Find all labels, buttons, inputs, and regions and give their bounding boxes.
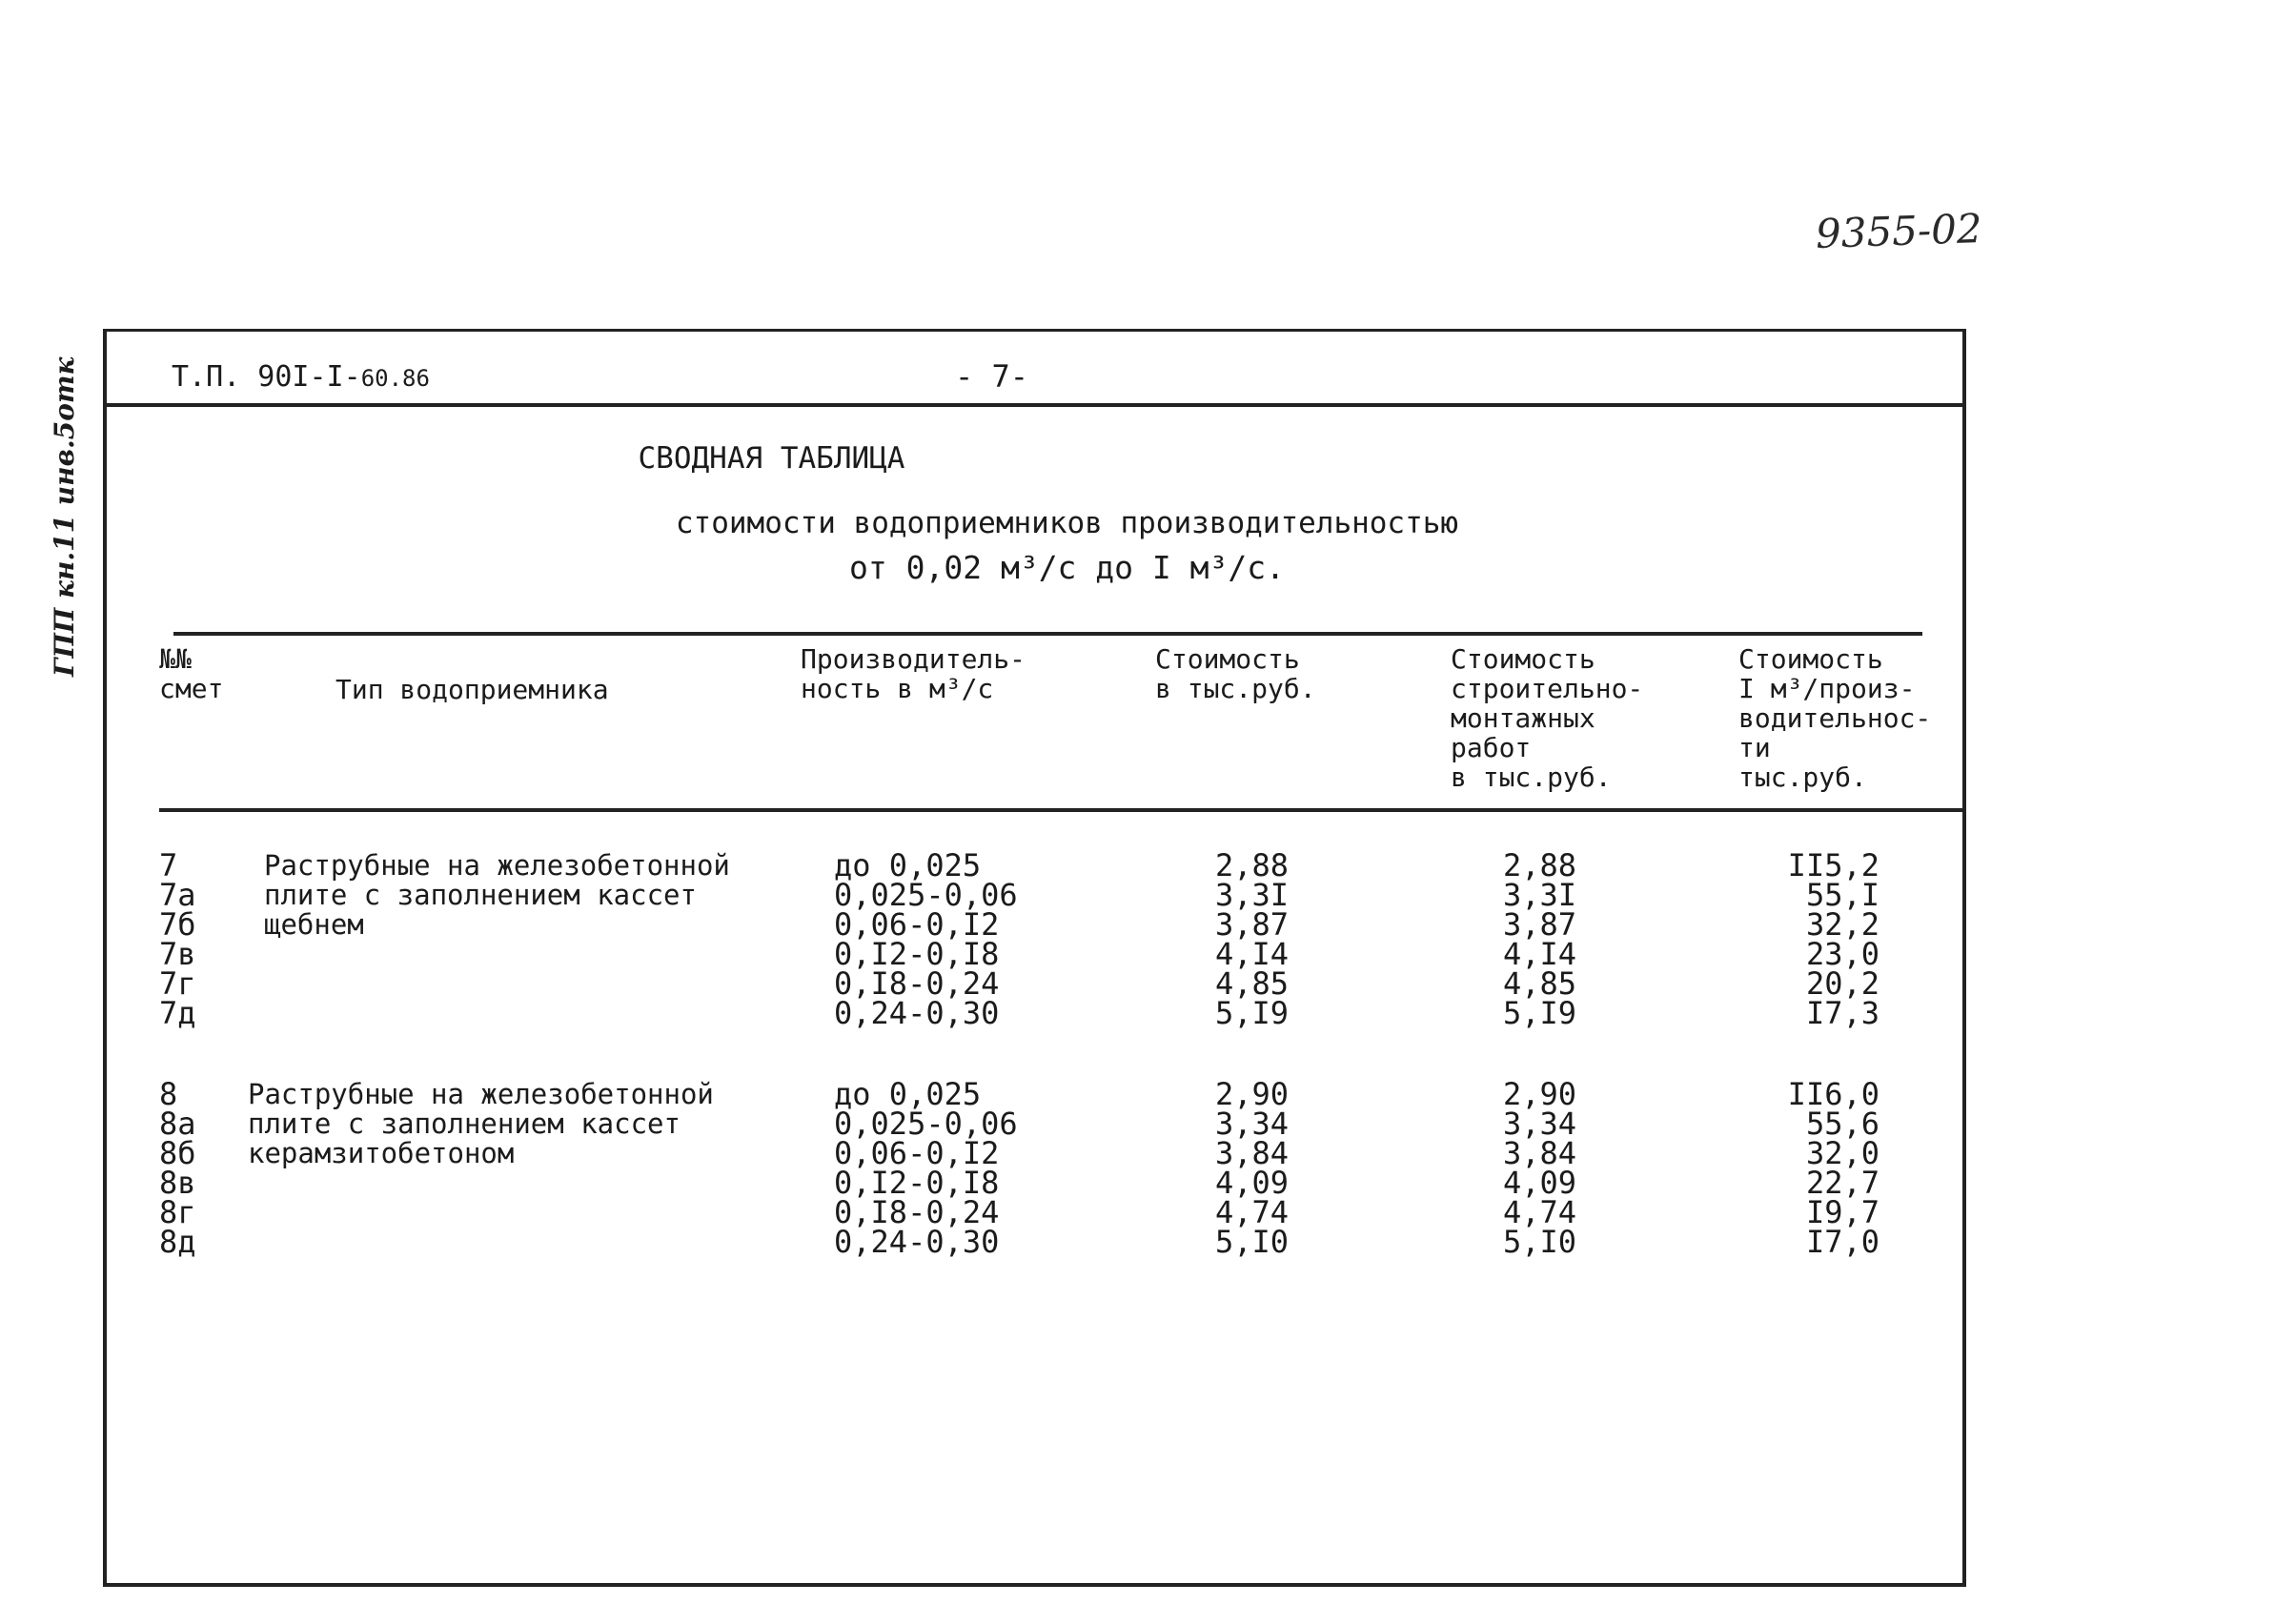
table-cell-capacity: до 0,025 0,025-0,06 0,06-0,I2 0,I2-0,I8 0,I8-0,24 0,24-0,30 xyxy=(834,847,1018,1031)
handwritten-document-code: 9355-02 xyxy=(1815,204,1983,258)
table-top-rule xyxy=(173,632,1922,636)
document-id xyxy=(172,360,430,394)
table-subtitle-line2: от 0,02 м³/с до I м³/с. xyxy=(849,549,1285,586)
table-subtitle-line1: стоимости водоприемников производительностью xyxy=(675,506,1459,540)
document-frame xyxy=(103,329,1966,1587)
table-cell-capacity: до 0,025 0,025-0,06 0,06-0,I2 0,I2-0,I8 0,I8-0,24 0,24-0,30 xyxy=(834,1076,1018,1260)
table-cell-unit-cost: II5,2 55,I 32,2 23,0 20,2 I7,3 xyxy=(1787,847,1879,1031)
column-header-type: Тип водоприемника xyxy=(335,674,609,705)
side-archive-stamp: ГПП кн.11 инв.5оmк xyxy=(49,356,80,677)
header-divider xyxy=(107,403,1962,407)
group-description: Раструбные на железобетонной плите с заполнением кассет керамзитобетоном xyxy=(248,1078,714,1169)
column-header-construction-cost: Стоимость строительно- монтажных работ в тыс.руб. xyxy=(1451,643,1644,793)
column-header-capacity: Производитель- ность в м³/с xyxy=(801,643,1026,704)
table-cell-construction-cost: 2,88 3,3I 3,87 4,I4 4,85 5,I9 xyxy=(1503,847,1577,1031)
document-id-main: Т.П. 90I-I- xyxy=(172,360,361,394)
table-row-num: 7 7а 7б 7в 7г 7д xyxy=(159,847,196,1031)
table-row-num: 8 8а 8б 8в 8г 8д xyxy=(159,1076,196,1260)
column-header-unit-cost: Стоимость I м³/произ- водительнос- ти тыс.руб. xyxy=(1738,643,1932,793)
column-header-num: №№ смет xyxy=(159,643,224,704)
table-cell-cost: 2,88 3,3I 3,87 4,I4 4,85 5,I9 xyxy=(1215,847,1290,1031)
document-id-suffix: 60.86 xyxy=(360,365,430,392)
column-header-cost: Стоимость в тыс.руб. xyxy=(1155,643,1316,704)
page-number: - 7- xyxy=(955,358,1029,395)
group-description: Раструбные на железобетонной плите с заполнением кассет щебнем xyxy=(264,849,730,941)
table-cell-unit-cost: II6,0 55,6 32,0 22,7 I9,7 I7,0 xyxy=(1787,1076,1879,1260)
table-cell-cost: 2,90 3,34 3,84 4,09 4,74 5,I0 xyxy=(1215,1076,1290,1260)
table-cell-construction-cost: 2,90 3,34 3,84 4,09 4,74 5,I0 xyxy=(1503,1076,1577,1260)
table-header-rule xyxy=(159,808,1965,812)
table-title: СВОДНАЯ ТАБЛИЦА xyxy=(638,441,905,476)
